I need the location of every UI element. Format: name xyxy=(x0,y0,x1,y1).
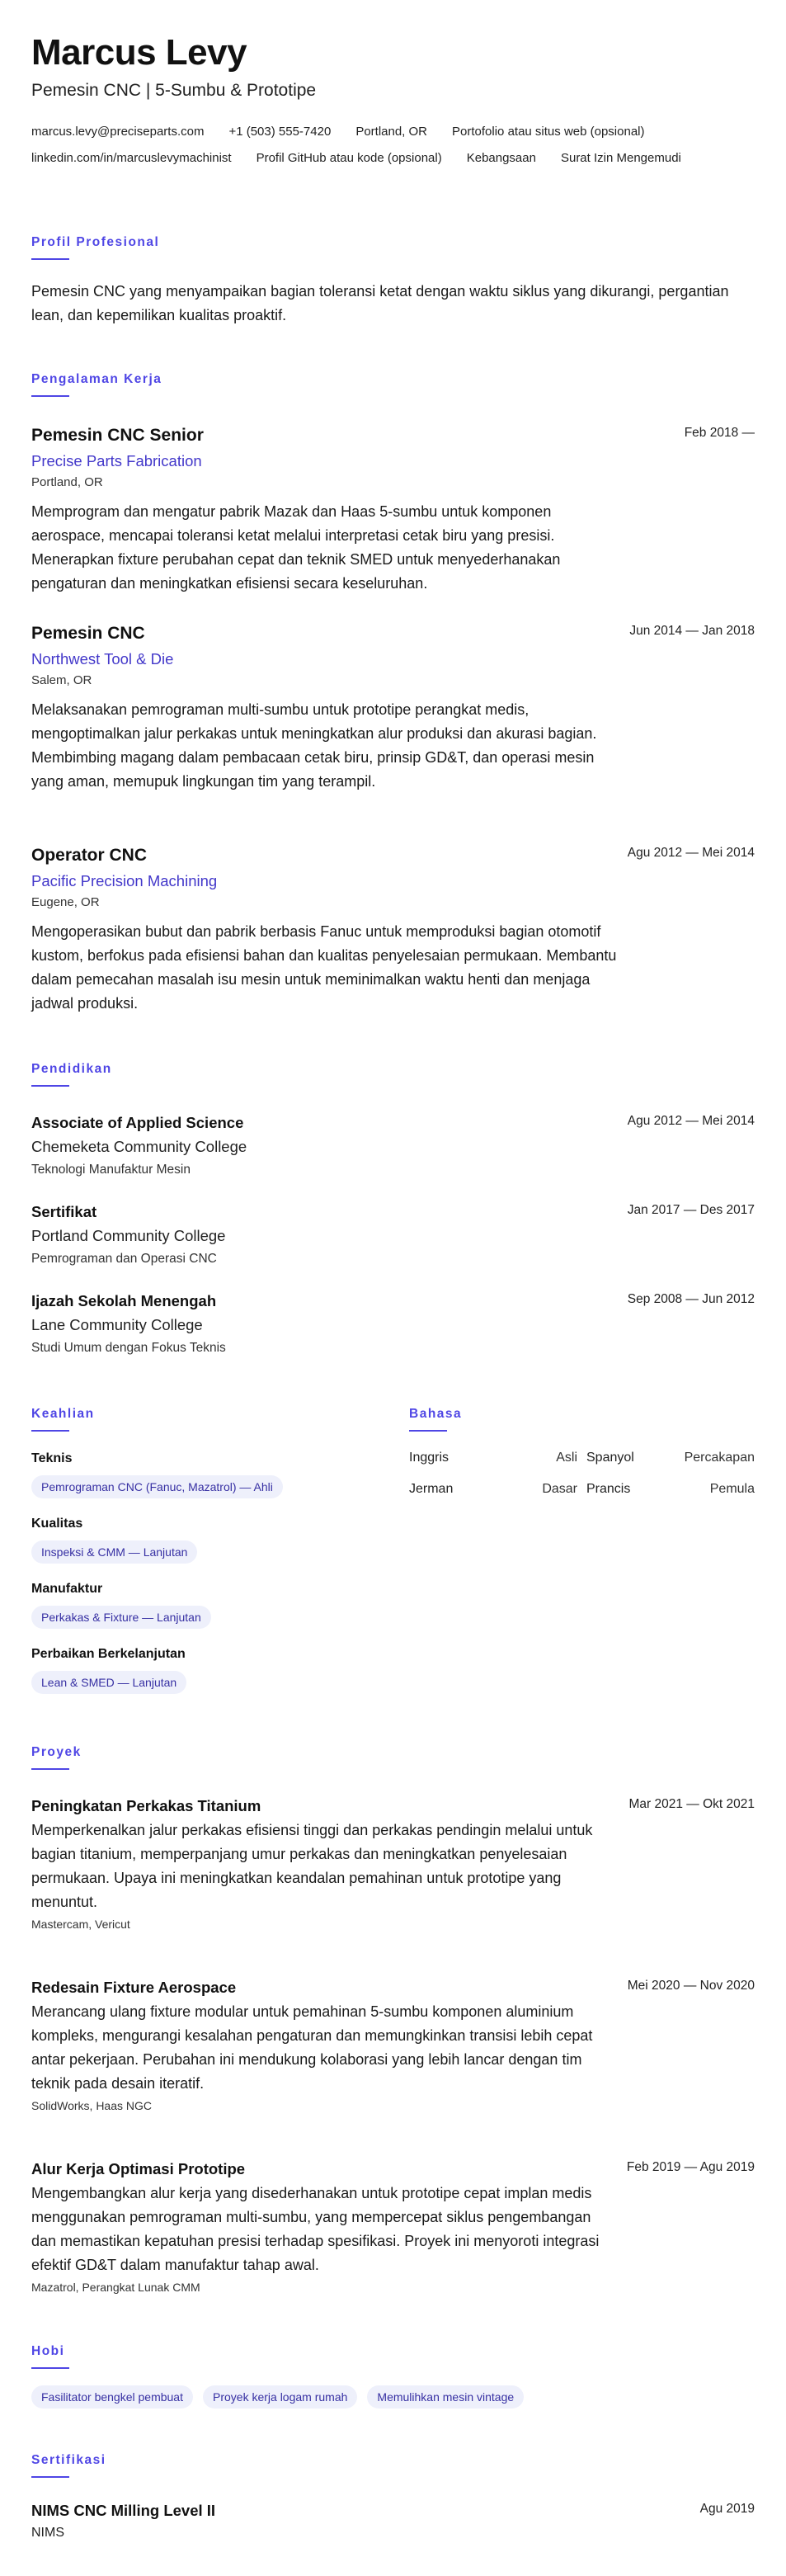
experience-section xyxy=(31,371,755,397)
language-row xyxy=(409,1442,755,1474)
hobby-chip: Fasilitator bengkel pembuat xyxy=(31,2385,193,2409)
section-title-education: Pendidikan xyxy=(31,1062,112,1076)
project-title: Peningkatan Perkakas Titanium xyxy=(31,1797,261,1814)
job-location: Eugene, OR xyxy=(31,895,100,909)
project-description: Merancang ulang fixture modular untuk pemahinan 5-sumbu komponen aluminium kompleks, mengurangi kesalahan pengaturan dan memungkinkan transisi lebih cepat antar pekerjaan. Perubahan ini mendukung kolaborasi yang lebih lancar dengan tim teknik pada desain iteratif. xyxy=(31,2003,593,2092)
education-entry xyxy=(31,1290,755,1357)
language-name: Jerman xyxy=(409,1482,454,1496)
language-name: Prancis xyxy=(586,1482,631,1496)
education-entry xyxy=(31,1201,755,1268)
skill-chip: Lean & SMED — Lanjutan xyxy=(31,1671,186,1694)
language-row xyxy=(409,1474,755,1505)
contact-phone[interactable]: +1 (503) 555-7420 xyxy=(228,125,332,139)
projects-section xyxy=(31,1744,755,1770)
language-item xyxy=(409,1451,577,1465)
certifications-section xyxy=(31,2452,755,2478)
skill-category: Teknis xyxy=(31,1451,73,1465)
section-title-hobbies: Hobi xyxy=(31,2344,65,2358)
candidate-headline: Pemesin CNC | 5-Sumbu & Prototipe xyxy=(31,81,317,100)
skill-chip: Pemrograman CNC (Fanuc, Mazatrol) — Ahli xyxy=(31,1475,283,1498)
profile-section xyxy=(31,234,755,328)
contact-github[interactable]: Profil GitHub atau kode (opsional) xyxy=(256,151,442,165)
language-item xyxy=(586,1482,755,1497)
skill-group xyxy=(31,1645,378,1694)
project-dates: Mar 2021 — Okt 2021 xyxy=(628,1797,755,1811)
language-level: Percakapan xyxy=(684,1451,755,1465)
education-field: Teknologi Manufaktur Mesin xyxy=(31,1163,191,1177)
education-degree: Ijazah Sekolah Menengah xyxy=(31,1292,217,1309)
skill-group xyxy=(31,1580,378,1629)
education-field: Studi Umum dengan Fokus Teknis xyxy=(31,1341,226,1355)
languages-section xyxy=(409,1406,755,1505)
project-description: Mengembangkan alur kerja yang disederhanakan untuk prototipe cepat implan medis menggunakan pemrograman multi-sumbu, yang mempercepat siklus pengembangan dan memastikan kepatuhan presisi terhadap spesifikasi. Proyek ini menyoroti integrasi efektif GD&T dalam manufaktur tahap awal. xyxy=(31,2185,600,2273)
contact-linkedin[interactable]: linkedin.com/in/marcuslevymachinist xyxy=(31,151,232,165)
language-level: Dasar xyxy=(542,1482,577,1496)
certification-date: Agu 2019 xyxy=(699,2502,755,2516)
certification-issuer: NIMS xyxy=(31,2526,64,2540)
job-entry xyxy=(31,622,755,794)
section-title-projects: Proyek xyxy=(31,1745,82,1759)
education-dates: Agu 2012 — Mei 2014 xyxy=(627,1114,755,1128)
project-title: Alur Kerja Optimasi Prototipe xyxy=(31,2160,246,2177)
project-technologies: Mastercam, Vericut xyxy=(31,1918,130,1931)
job-company: Northwest Tool & Die xyxy=(31,650,174,668)
job-company: Precise Parts Fabrication xyxy=(31,452,202,469)
job-description: Memprogram dan mengatur pabrik Mazak dan Haas 5-sumbu untuk komponen aerospace, mencapai toleransi ketat melalui interpretasi cetak biru yang presisi. Menerapkan fixture perubahan cepat dan teknik SMED untuk menyederhanakan pengaturan dan meningkatkan efisiensi secara keseluruhan. xyxy=(31,503,561,592)
language-name: Spanyol xyxy=(586,1451,634,1465)
job-dates: Agu 2012 — Mei 2014 xyxy=(627,846,755,860)
project-technologies: SolidWorks, Haas NGC xyxy=(31,2099,153,2112)
job-location: Salem, OR xyxy=(31,673,92,687)
contact-nationality: Kebangsaan xyxy=(466,151,536,165)
section-divider xyxy=(409,1430,447,1432)
contact-license: Surat Izin Mengemudi xyxy=(560,151,681,165)
language-name: Inggris xyxy=(409,1451,449,1465)
section-divider xyxy=(31,1430,69,1432)
job-dates: Feb 2018 — xyxy=(684,426,755,440)
contact-list xyxy=(31,119,757,172)
job-description: Mengoperasikan bubut dan pabrik berbasis Fanuc untuk memproduksi bagian otomotif kustom, berfokus pada efisiensi bahan dan kualitas penyelesaian permukaan. Membantu dalam pemecahan masalah isu mesin untuk meminimalkan waktu henti dan menjaga jadwal produksi. xyxy=(31,923,617,1012)
job-entry xyxy=(31,844,755,1016)
section-divider xyxy=(31,2476,69,2478)
project-entry xyxy=(31,1977,755,2114)
education-section xyxy=(31,1061,755,1087)
certification-name: NIMS CNC Milling Level II xyxy=(31,2502,216,2519)
candidate-name: Marcus Levy xyxy=(31,32,247,73)
contact-portfolio[interactable]: Portofolio atau situs web (opsional) xyxy=(452,125,645,139)
section-title-certifications: Sertifikasi xyxy=(31,2453,106,2467)
education-degree: Sertifikat xyxy=(31,1203,97,1220)
job-title: Pemesin CNC xyxy=(31,624,145,643)
section-divider xyxy=(31,395,69,397)
project-description: Memperkenalkan jalur perkakas efisiensi tinggi dan perkakas pendingin melalui untuk bagian titanium, memperpanjang umur perkakas dan meningkatkan penyelesaian permukaan. Upaya ini meningkatkan keandalan pemahinan untuk prototipe yang menuntut. xyxy=(31,1822,593,1910)
language-item xyxy=(586,1451,755,1465)
language-level: Pemula xyxy=(709,1482,755,1496)
language-table xyxy=(409,1442,755,1505)
education-dates: Jan 2017 — Des 2017 xyxy=(627,1203,755,1217)
hobby-chip: Proyek kerja logam rumah xyxy=(203,2385,357,2409)
education-dates: Sep 2008 — Jun 2012 xyxy=(627,1292,755,1306)
project-technologies: Mazatrol, Perangkat Lunak CMM xyxy=(31,2281,200,2294)
hobbies-section xyxy=(31,2343,755,2409)
contact-location: Portland, OR xyxy=(355,125,428,139)
project-dates: Feb 2019 — Agu 2019 xyxy=(626,2160,755,2174)
language-level: Asli xyxy=(556,1451,577,1465)
education-school: Lane Community College xyxy=(31,1316,203,1333)
job-title: Operator CNC xyxy=(31,846,148,865)
project-dates: Mei 2020 — Nov 2020 xyxy=(627,1979,755,1993)
job-title: Pemesin CNC Senior xyxy=(31,426,204,445)
hobby-list xyxy=(31,2385,755,2409)
resume-header xyxy=(31,31,755,172)
certification-entry xyxy=(31,2500,755,2542)
education-field: Pemrograman dan Operasi CNC xyxy=(31,1252,217,1266)
job-dates: Jun 2014 — Jan 2018 xyxy=(629,624,755,638)
contact-email[interactable]: marcus.levy@preciseparts.com xyxy=(31,125,205,139)
education-school: Portland Community College xyxy=(31,1227,226,1244)
job-description: Melaksanakan pemrograman multi-sumbu untuk prototipe perangkat medis, mengoptimalkan jalur perkakas untuk meningkatkan alur produksi dan akurasi bagian. Membimbing magang dalam pembacaan cetak biru, prinsip GD&T, dan operasi mesin yang aman, memupuk lingkungan tim yang terampil. xyxy=(31,701,597,790)
section-divider xyxy=(31,1768,69,1770)
language-item xyxy=(409,1482,577,1497)
job-company: Pacific Precision Machining xyxy=(31,872,218,889)
project-entry xyxy=(31,2158,755,2295)
skill-group xyxy=(31,1515,378,1564)
section-title-experience: Pengalaman Kerja xyxy=(31,372,162,386)
profile-summary: Pemesin CNC yang menyampaikan bagian toleransi ketat dengan waktu siklus yang dikurangi, pergantian lean, dan kepemilikan kualitas proaktif. xyxy=(31,283,729,323)
education-entry xyxy=(31,1112,755,1179)
skill-group xyxy=(31,1450,378,1498)
education-degree: Associate of Applied Science xyxy=(31,1114,244,1131)
job-entry xyxy=(31,424,755,596)
section-divider xyxy=(31,1085,69,1087)
section-title-skills: Keahlian xyxy=(31,1407,95,1421)
skill-category: Manufaktur xyxy=(31,1582,103,1596)
project-title: Redesain Fixture Aerospace xyxy=(31,1979,237,1996)
section-title-languages: Bahasa xyxy=(409,1407,463,1421)
skill-category: Perbaikan Berkelanjutan xyxy=(31,1647,186,1661)
hobby-chip: Memulihkan mesin vintage xyxy=(367,2385,524,2409)
skill-chip: Inspeksi & CMM — Lanjutan xyxy=(31,1540,197,1564)
section-title-profile: Profil Profesional xyxy=(31,235,160,249)
skill-category: Kualitas xyxy=(31,1517,83,1531)
section-divider xyxy=(31,258,69,260)
job-location: Portland, OR xyxy=(31,475,103,489)
section-divider xyxy=(31,2367,69,2369)
education-school: Chemeketa Community College xyxy=(31,1138,247,1155)
skill-chip: Perkakas & Fixture — Lanjutan xyxy=(31,1606,211,1629)
project-entry xyxy=(31,1795,755,1932)
skills-section xyxy=(31,1406,378,1694)
